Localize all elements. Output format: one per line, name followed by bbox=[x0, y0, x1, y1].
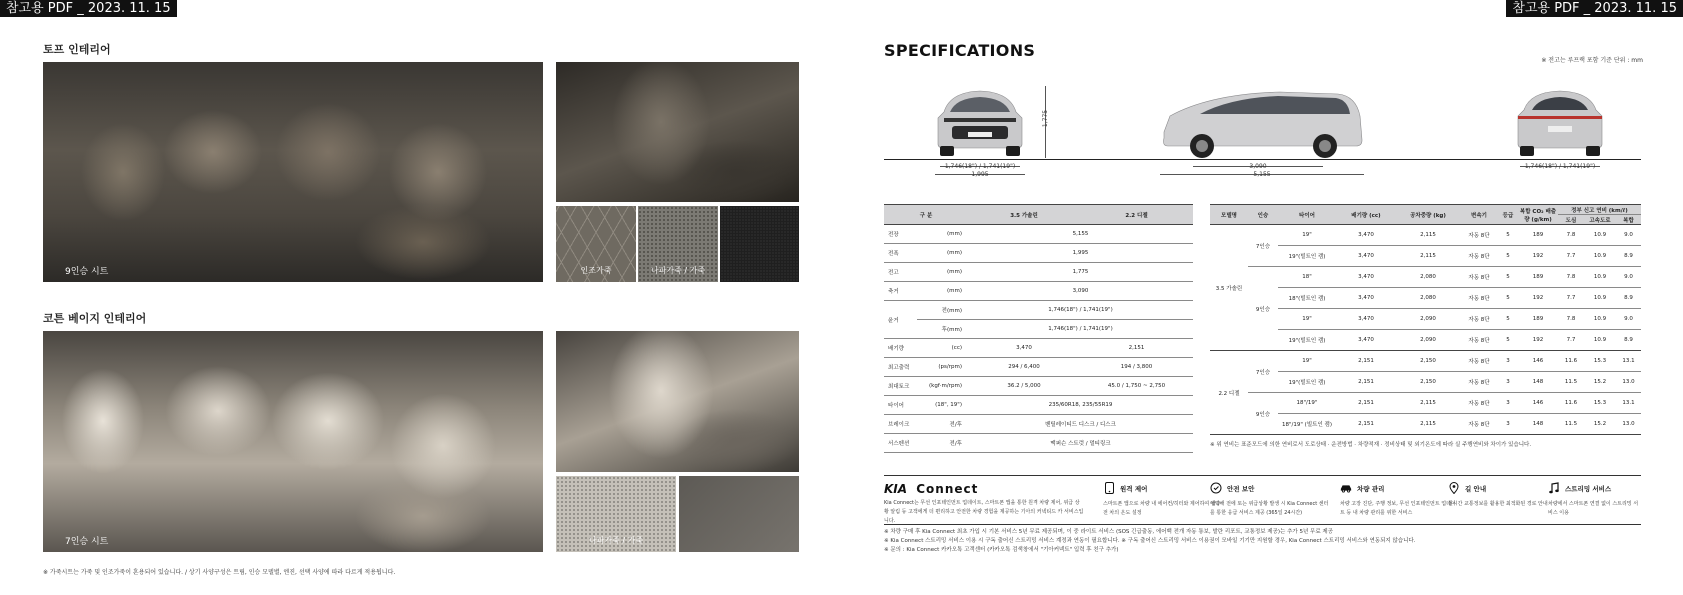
seats-cell: 9인승 bbox=[1248, 393, 1278, 435]
table-row bbox=[884, 434, 1193, 453]
eff-cell: 2,151 bbox=[1336, 372, 1396, 393]
unit-note: ※ 전고는 루프랙 포함 기준 단위 : mm bbox=[1541, 57, 1643, 64]
row-unit: 후(mm) bbox=[917, 320, 968, 339]
eff-cell: 2,150 bbox=[1396, 351, 1460, 372]
eff-cell: 자동 8단 bbox=[1460, 393, 1498, 414]
row-label: 전폭 bbox=[884, 244, 917, 263]
eff-cell: 7.8 bbox=[1558, 267, 1584, 288]
service-title: 스트리밍 서비스 bbox=[1565, 484, 1612, 493]
eff-cell: 5 bbox=[1498, 288, 1518, 309]
eff-cell: 9.0 bbox=[1616, 225, 1641, 246]
taupe-seat-detail-photo bbox=[556, 62, 799, 202]
pin-icon bbox=[1448, 482, 1460, 494]
front-width-text: 1,995 bbox=[971, 171, 989, 178]
seats-cell: 9인승 bbox=[1248, 267, 1278, 351]
eff-cell: 192 bbox=[1518, 330, 1558, 351]
table-row bbox=[1210, 225, 1641, 246]
swatch-caption: 인조가죽 bbox=[580, 266, 612, 275]
eff-cell: 10.9 bbox=[1584, 267, 1616, 288]
row-unit: 전/후 bbox=[917, 415, 968, 434]
taupe-photo-caption: 9인승 시트 bbox=[65, 267, 109, 277]
spec-header-category: 구 분 bbox=[884, 205, 968, 225]
eff-cell: 10.9 bbox=[1584, 246, 1616, 267]
eff-header-seats: 인승 bbox=[1248, 205, 1278, 225]
swatch-caption: 나파가죽 / 가죽 bbox=[650, 266, 706, 275]
table-row bbox=[884, 282, 1193, 301]
table-row bbox=[884, 244, 1193, 263]
connect-note: ※ 차량 구매 후 Kia Connect 최초 가입 시 기본 서비스 5년 무료 제공되며, 이 중 라이트 서비스 (SOS 긴급출동, 에어백 전개 자동 통보, 발란 리포트, 교통정보 제공)는 추가 5년 무료 제공 bbox=[884, 529, 1334, 535]
eff-cell: 자동 8단 bbox=[1460, 372, 1498, 393]
table-row bbox=[1210, 267, 1641, 288]
eff-header-co2: 복합 CO₂ 배출량 (g/km) bbox=[1518, 205, 1558, 225]
eff-cell: 자동 8단 bbox=[1460, 225, 1498, 246]
row-value: 5,155 bbox=[968, 225, 1193, 244]
row-label: 서스펜션 bbox=[884, 434, 917, 453]
section-title-cotton-beige: 코튼 베이지 인테리어 bbox=[43, 312, 147, 325]
eff-cell: 2,080 bbox=[1396, 288, 1460, 309]
eff-cell: 5 bbox=[1498, 246, 1518, 267]
eff-cell: 2,090 bbox=[1396, 309, 1460, 330]
taupe-interior-photo bbox=[43, 62, 543, 282]
row-label: 배기량 bbox=[884, 339, 917, 358]
length-text: 5,155 bbox=[1253, 171, 1271, 178]
table-row bbox=[884, 263, 1193, 282]
service-title: 안전 보안 bbox=[1227, 484, 1255, 493]
eff-cell: 3,470 bbox=[1336, 309, 1396, 330]
eff-cell: 19"(빌트인 캠) bbox=[1278, 372, 1336, 393]
eff-cell: 3,470 bbox=[1336, 267, 1396, 288]
kia-connect-description: Kia Connect는 무선 인포테인먼트 업데이트, 스마트폰 앱을 통한 원격 차량 제어, 위급 상황 알림 등 고객에게 더 편리하고 안전한 차량 경험을 제공하는 기아의 커넥티드 카 서비스입니다. bbox=[884, 500, 1084, 524]
service-remote-control bbox=[1103, 482, 1223, 518]
spec-table bbox=[884, 204, 1193, 453]
row-label: 전장 bbox=[884, 225, 917, 244]
row-value-gasoline: 36.2 / 5,000 bbox=[968, 377, 1080, 396]
eff-cell: 5 bbox=[1498, 330, 1518, 351]
row-value: 1,746(18") / 1,741(19") bbox=[968, 320, 1193, 339]
cotton-photo-caption: 7인승 시트 bbox=[65, 537, 109, 547]
row-value: 1,746(18") / 1,741(19") bbox=[968, 301, 1193, 320]
eff-cell: 3 bbox=[1498, 372, 1518, 393]
connect-notes bbox=[884, 528, 1415, 555]
kia-connect-logo bbox=[884, 482, 978, 496]
row-value: 1,995 bbox=[968, 244, 1193, 263]
eff-cell: 11.6 bbox=[1558, 393, 1584, 414]
row-unit: (kgf·m/rpm) bbox=[917, 377, 968, 396]
phone-icon bbox=[1103, 482, 1115, 494]
connect-bottom-rule bbox=[884, 524, 1641, 525]
eff-cell: 19" bbox=[1278, 225, 1336, 246]
eff-cell: 7.7 bbox=[1558, 246, 1584, 267]
service-title: 원격 제어 bbox=[1120, 484, 1148, 493]
row-label: 최대토크 bbox=[884, 377, 917, 396]
music-icon bbox=[1548, 482, 1560, 494]
table-row bbox=[884, 377, 1193, 396]
car-rear-view bbox=[1510, 86, 1610, 160]
eff-cell: 자동 8단 bbox=[1460, 414, 1498, 435]
swatch-synthetic-leather bbox=[556, 206, 636, 282]
eff-cell: 2,090 bbox=[1396, 330, 1460, 351]
wheelbase-text: 3,090 bbox=[1249, 163, 1267, 170]
eff-cell: 9.0 bbox=[1616, 309, 1641, 330]
eff-cell: 7.7 bbox=[1558, 330, 1584, 351]
eff-cell: 13.1 bbox=[1616, 393, 1641, 414]
specifications-title: SPECIFICATIONS bbox=[884, 41, 1036, 60]
eff-cell: 13.0 bbox=[1616, 414, 1641, 435]
eff-cell: 7.7 bbox=[1558, 288, 1584, 309]
eff-cell: 10.9 bbox=[1584, 330, 1616, 351]
efficiency-note: ※ 위 연비는 표준모드에 의한 연비로서 도로상태 · 운전방법 · 차량적재 · 정비상태 및 외기온도에 따라 실 주행연비와 차이가 있습니다. bbox=[1210, 442, 1532, 448]
table-row bbox=[884, 339, 1193, 358]
swatch-nappa-leather bbox=[638, 206, 718, 282]
cotton-beige-interior-photo bbox=[43, 331, 543, 552]
eff-cell: 18"/19" (빌트인 캠) bbox=[1278, 414, 1336, 435]
service-desc: 실시간 교통정보를 활용한 최적화된 경로 안내 bbox=[1448, 501, 1548, 507]
row-label: 타이어 bbox=[884, 396, 917, 415]
eff-cell: 189 bbox=[1518, 309, 1558, 330]
eff-cell: 5 bbox=[1498, 267, 1518, 288]
eff-header-efficiency-group: 정부 신고 연비 (km/ℓ) bbox=[1558, 205, 1641, 215]
eff-cell: 2,151 bbox=[1336, 393, 1396, 414]
eff-cell: 3,470 bbox=[1336, 288, 1396, 309]
eff-header-highway: 고속도로 bbox=[1584, 215, 1616, 225]
eff-cell: 3,470 bbox=[1336, 330, 1396, 351]
row-value-gasoline: 294 / 6,400 bbox=[968, 358, 1080, 377]
service-title: 길 안내 bbox=[1465, 484, 1487, 493]
eff-cell: 192 bbox=[1518, 288, 1558, 309]
eff-cell: 146 bbox=[1518, 393, 1558, 414]
eff-cell: 18"(빌트인 캠) bbox=[1278, 288, 1336, 309]
row-unit: 전/후 bbox=[917, 434, 968, 453]
eff-cell: 2,150 bbox=[1396, 372, 1460, 393]
fuel-efficiency-table bbox=[1210, 204, 1641, 435]
eff-cell: 3,470 bbox=[1336, 246, 1396, 267]
row-value: 235/60R18, 235/55R19 bbox=[968, 396, 1193, 415]
eff-cell: 자동 8단 bbox=[1460, 246, 1498, 267]
eff-header-tire: 타이어 bbox=[1278, 205, 1336, 225]
service-safety bbox=[1210, 482, 1330, 518]
row-unit: (ps/rpm) bbox=[917, 358, 968, 377]
table-row bbox=[884, 358, 1193, 377]
service-title: 차량 관리 bbox=[1357, 484, 1385, 493]
eff-cell: 15.3 bbox=[1584, 393, 1616, 414]
service-desc: 스마트폰 앱으로 차량 내 에어컨/히터와 제어하여 탑승 전 차의 온도 설정 bbox=[1103, 501, 1221, 516]
eff-cell: 8.9 bbox=[1616, 246, 1641, 267]
swatch-nappa-light bbox=[556, 476, 676, 552]
seats-cell: 7인승 bbox=[1248, 225, 1278, 267]
eff-cell: 5 bbox=[1498, 309, 1518, 330]
table-row bbox=[884, 396, 1193, 415]
table-row bbox=[884, 225, 1193, 244]
eff-header-city: 도심 bbox=[1558, 215, 1584, 225]
eff-cell: 자동 8단 bbox=[1460, 267, 1498, 288]
eff-cell: 148 bbox=[1518, 372, 1558, 393]
eff-cell: 148 bbox=[1518, 414, 1558, 435]
connect-note: ※ Kia Connect 스트리밍 서비스 이용 시 구독 출어신 스트리밍 서비스 계정과 연동이 필요합니다. ※ 구독 출어신 스트리밍 서비스 이용권이 모바일 기기만 지원할 경우, Kia Connect 스트리밍 서비스와 연동되지 않습니다. bbox=[884, 538, 1416, 544]
eff-cell: 2,151 bbox=[1336, 414, 1396, 435]
car-side-view bbox=[1160, 86, 1365, 160]
row-unit: 전(mm) bbox=[917, 301, 968, 320]
table-row bbox=[1210, 393, 1641, 414]
connect-wordmark: Connect bbox=[916, 482, 979, 496]
eff-cell: 15.3 bbox=[1584, 351, 1616, 372]
service-desc: 차량 고장 진단, 주행 정보, 무선 인포테인먼트 업데이트 등 내 차량 관리를 위한 서비스 bbox=[1340, 501, 1456, 516]
eff-cell: 자동 8단 bbox=[1460, 351, 1498, 372]
cotton-seat-detail-photo bbox=[556, 331, 799, 472]
row-unit: (mm) bbox=[917, 244, 968, 263]
eff-cell: 2,151 bbox=[1336, 351, 1396, 372]
spec-header-diesel: 2.2 디젤 bbox=[1080, 205, 1193, 225]
eff-cell: 2,115 bbox=[1396, 246, 1460, 267]
eff-cell: 3 bbox=[1498, 351, 1518, 372]
row-value-diesel: 194 / 3,800 bbox=[1080, 358, 1193, 377]
eff-cell: 3,470 bbox=[1336, 225, 1396, 246]
eff-cell: 13.0 bbox=[1616, 372, 1641, 393]
eff-cell: 2,115 bbox=[1396, 414, 1460, 435]
model-cell: 2.2 디젤 bbox=[1210, 351, 1248, 435]
eff-cell: 3 bbox=[1498, 414, 1518, 435]
eff-cell: 8.9 bbox=[1616, 288, 1641, 309]
eff-cell: 13.1 bbox=[1616, 351, 1641, 372]
car-front-view bbox=[930, 86, 1030, 160]
swatch-caption: 나파가죽 / 가죽 bbox=[588, 536, 644, 545]
row-value-diesel: 2,151 bbox=[1080, 339, 1193, 358]
eff-cell: 189 bbox=[1518, 267, 1558, 288]
eff-cell: 146 bbox=[1518, 351, 1558, 372]
eff-cell: 10.9 bbox=[1584, 309, 1616, 330]
eff-cell: 11.6 bbox=[1558, 351, 1584, 372]
eff-cell: 자동 8단 bbox=[1460, 309, 1498, 330]
service-vehicle-care bbox=[1340, 482, 1460, 518]
eff-header-model: 모델명 bbox=[1210, 205, 1248, 225]
row-unit: (18", 19") bbox=[917, 396, 968, 415]
row-label: 전고 bbox=[884, 263, 917, 282]
service-streaming bbox=[1548, 482, 1641, 518]
eff-cell: 5 bbox=[1498, 225, 1518, 246]
row-value: 3,090 bbox=[968, 282, 1193, 301]
service-desc: 예약해 전에 또는 위급상황 발생 시 Kia Connect 센터를 통한 응급 서비스 제공 (365일 24시간) bbox=[1210, 501, 1329, 516]
eff-cell: 10.9 bbox=[1584, 288, 1616, 309]
eff-header-combined: 복합 bbox=[1616, 215, 1641, 225]
table-row bbox=[884, 301, 1193, 320]
row-unit: (mm) bbox=[917, 225, 968, 244]
eff-cell: 7.8 bbox=[1558, 225, 1584, 246]
swatch-leather-black bbox=[720, 206, 799, 282]
row-value-gasoline: 3,470 bbox=[968, 339, 1080, 358]
connect-note: ※ 문의 : Kia Connect 카카오톡 고객센터 (카카오톡 검색창에서 "기아커넥트" 입력 후 친구 추가) bbox=[884, 547, 1119, 553]
eff-cell: 19" bbox=[1278, 351, 1336, 372]
reference-badge-right: 참고용 PDF _ 2023. 11. 15 bbox=[1506, 0, 1683, 17]
eff-cell: 2,115 bbox=[1396, 225, 1460, 246]
eff-cell: 15.2 bbox=[1584, 414, 1616, 435]
eff-cell: 자동 8단 bbox=[1460, 288, 1498, 309]
row-unit: (mm) bbox=[917, 263, 968, 282]
swatch-leather-grey bbox=[679, 476, 799, 552]
section-title-taupe: 토프 인테리어 bbox=[43, 43, 111, 56]
front-tread-text: 1,746(18") / 1,741(19") bbox=[944, 163, 1016, 170]
table-row bbox=[884, 320, 1193, 339]
eff-cell: 3 bbox=[1498, 393, 1518, 414]
eff-cell: 11.5 bbox=[1558, 414, 1584, 435]
seats-cell: 7인승 bbox=[1248, 351, 1278, 393]
row-value: 1,775 bbox=[968, 263, 1193, 282]
car-icon bbox=[1340, 482, 1352, 494]
eff-cell: 192 bbox=[1518, 246, 1558, 267]
eff-cell: 18" bbox=[1278, 267, 1336, 288]
eff-cell: 19"(빌트인 캠) bbox=[1278, 330, 1336, 351]
eff-header-transmission: 변속기 bbox=[1460, 205, 1498, 225]
row-label: 브레이크 bbox=[884, 415, 917, 434]
row-value: 벤틸레이티드 디스크 / 디스크 bbox=[968, 415, 1193, 434]
eff-cell: 자동 8단 bbox=[1460, 330, 1498, 351]
eff-cell: 11.5 bbox=[1558, 372, 1584, 393]
shield-icon bbox=[1210, 482, 1222, 494]
connect-top-rule bbox=[884, 475, 1641, 476]
eff-cell: 10.9 bbox=[1584, 225, 1616, 246]
eff-cell: 2,115 bbox=[1396, 393, 1460, 414]
rear-tread-text: 1,746(18") / 1,741(19") bbox=[1524, 163, 1596, 170]
row-unit: (mm) bbox=[917, 282, 968, 301]
row-value-diesel: 45.0 / 1,750 ~ 2,750 bbox=[1080, 377, 1193, 396]
service-desc: 차량에서 스마트폰 연결 없이 스트리밍 서비스 이용 bbox=[1548, 501, 1639, 516]
eff-header-displacement: 배기량 (cc) bbox=[1336, 205, 1396, 225]
spec-header-gasoline: 3.5 가솔린 bbox=[968, 205, 1080, 225]
height-dim-text: 1,775 bbox=[1042, 109, 1050, 128]
row-value: 맥퍼슨 스트럿 / 멀티링크 bbox=[968, 434, 1193, 453]
eff-cell: 8.9 bbox=[1616, 330, 1641, 351]
table-row bbox=[1210, 351, 1641, 372]
row-label: 축거 bbox=[884, 282, 917, 301]
eff-cell: 15.2 bbox=[1584, 372, 1616, 393]
reference-badge-left: 참고용 PDF _ 2023. 11. 15 bbox=[0, 0, 177, 17]
row-unit: (cc) bbox=[917, 339, 968, 358]
eff-header-curb-weight: 공차중량 (kg) bbox=[1396, 205, 1460, 225]
eff-cell: 189 bbox=[1518, 225, 1558, 246]
eff-header-grade: 등급 bbox=[1498, 205, 1518, 225]
eff-cell: 9.0 bbox=[1616, 267, 1641, 288]
row-label: 최고출력 bbox=[884, 358, 917, 377]
table-row bbox=[884, 415, 1193, 434]
eff-cell: 2,080 bbox=[1396, 267, 1460, 288]
kia-brand-mark: KIA bbox=[884, 482, 908, 496]
eff-cell: 7.8 bbox=[1558, 309, 1584, 330]
model-cell: 3.5 가솔린 bbox=[1210, 225, 1248, 351]
left-page-footnote: ※ 가죽시트는 가죽 및 인조가죽이 혼용되어 있습니다. / 상기 사양구성은 트림, 인승 모델별, 엔진, 선택 사양에 따라 다르게 적용됩니다. bbox=[43, 569, 396, 576]
eff-cell: 19"(빌트인 캠) bbox=[1278, 246, 1336, 267]
ground-line bbox=[884, 159, 1641, 160]
eff-cell: 18"/19" bbox=[1278, 393, 1336, 414]
eff-cell: 19" bbox=[1278, 309, 1336, 330]
row-label: 윤거 bbox=[884, 301, 917, 339]
